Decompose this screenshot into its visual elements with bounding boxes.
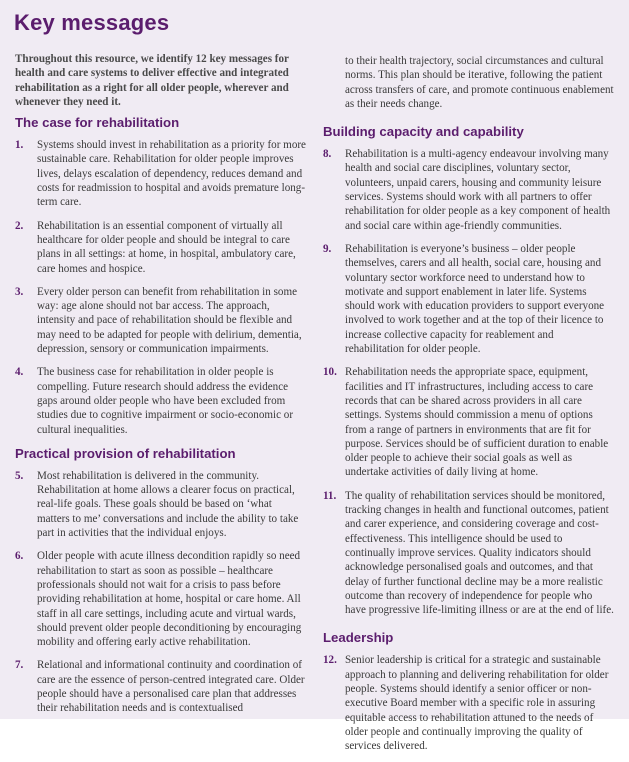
message-number: 9.: [323, 242, 332, 255]
message-text: Relational and informational continuity and coordination of care are the essence of person-centred integrated care. Older people should have a personalised care plan that addresses their rehabilitation needs and is contextualised: [37, 659, 305, 715]
message-number: 3.: [15, 285, 24, 298]
message-number: 10.: [323, 366, 337, 379]
key-message-10: [323, 365, 615, 479]
message-text: Every older person can benefit from rehabilitation in some way: age alone should not bar access. The approach, intensity and pace of rehabilitation should be flexible and may need to be adapted for people with delirium, dementia, depression, sensory or communication impairments.: [37, 285, 302, 356]
message-number: 1.: [15, 139, 24, 152]
key-message-7: [15, 658, 307, 715]
message-number: 12.: [323, 654, 337, 667]
key-message-11: [323, 489, 615, 618]
message-text: Senior leadership is critical for a strategic and sustainable approach to planning and delivering rehabilitation for older people. Systems should identify a senior officer or non-executive Board member with a specific role in assuring equitable access to rehabilitation attuned to the needs of older people and continually improving the quality of services delivered.: [345, 654, 609, 753]
message-text: Systems should invest in rehabilitation as a priority for more sustainable care. Rehabilitation for older people improves lives, delays escalation of dependency, reduces demand and costs for readmission to hospital and avoids premature long-term care.: [37, 139, 306, 209]
message-number: 8.: [323, 148, 332, 161]
message-7-continuation: to their health trajectory, social circumstances and cultural norms. This plan should be iterative, following the patient across transfers of care, and promote continuous enablement as their needs change.: [345, 55, 614, 110]
page-title: Key messages: [14, 10, 170, 35]
message-text: The quality of rehabilitation services should be monitored, tracking changes in health and functional outcomes, patient and carer experience, and considering coverage and cost-effectiveness. This intelligence should be used to continually improve services. Quality indicators should acknowledge personalised goals and outcomes, and that delay of further functional decline may be a more realistic outcome than recovery of independence for people who have progressive life-limiting illness or are at the end of life.: [345, 489, 614, 617]
key-message-4: [15, 365, 307, 436]
left-column: [15, 52, 307, 725]
key-message-8: [323, 147, 615, 233]
key-message-3: [15, 285, 307, 356]
key-message-1: [15, 138, 307, 209]
key-message-5: [15, 469, 307, 540]
message-number: 7.: [15, 659, 24, 672]
message-number: 6.: [15, 550, 24, 563]
key-message-12: [323, 653, 615, 753]
message-text: The business case for rehabilitation in older people is compelling. Future research should address the evidence gaps around older people who have been excluded from studies due to cognitive impairment or socio-economic or cultural inequalities.: [37, 366, 294, 436]
message-number: 2.: [15, 219, 24, 232]
key-message-2: [15, 219, 307, 276]
message-text: Rehabilitation is everyone’s business – older people themselves, carers and all health, social care, housing and voluntary sector workforce need to understand how to motivate and support enablement in later life. Systems should work with education providers to support everyone involved to work together and at the top of their licence to increase collective capacity for reablement and rehabilitation for older people.: [345, 242, 605, 356]
right-column: [323, 54, 615, 762]
message-text: Rehabilitation is an essential component of virtually all healthcare for older people and should be integral to care plans in all settings: at home, in hospital, ambulatory care, care homes and hospice.: [37, 219, 296, 275]
message-text: Older people with acute illness decondition rapidly so need rehabilitation to start as soon as possible – healthcare professionals should not wait for a crisis to pass before providing rehabilitation at home, hospital or care home. All staff in all care settings, including acute and virtual wards, should prevent older people deconditioning by encouraging mobility and offering early active rehabilitation.: [37, 550, 302, 649]
message-text: Most rehabilitation is delivered in the community. Rehabilitation at home allows a clearer focus on practical, real-life goals. These goals should be based on ‘what matters to me’ conversations and include the ability to take part in activities that the individual enjoys.: [37, 469, 299, 540]
message-text: Rehabilitation needs the appropriate space, equipment, facilities and IT infrastructures, including access to care records that can be shared across providers in all care settings. Systems should commission a menu of options from a range of partners in environments that are fit for purpose. Services should be of sufficient duration to enable older people to achieve their social goals as well as undertake activities of daily living at home.: [345, 366, 609, 479]
section-heading-practical: Practical provision of rehabilitation: [15, 445, 236, 461]
section-heading-case: The case for rehabilitation: [15, 115, 180, 131]
key-message-9: [323, 242, 615, 356]
key-message-6: [15, 549, 307, 649]
message-text: Rehabilitation is a multi-agency endeavour involving many health and social care disciplines, voluntary sector, volunteers, unpaid carers, housing and community leisure services. Systems should work with all partners to offer rehabilitation for older people as a key component of health and social care within age-friendly communities.: [345, 148, 611, 232]
message-number: 5.: [15, 469, 24, 482]
intro-paragraph: Throughout this resource, we identify 12 key messages for health and care systems to deliver effective and integrated rehabilitation as a right for all older people, wherever and whenever they need it.: [15, 53, 289, 108]
section-heading-leadership: Leadership: [323, 630, 394, 646]
section-heading-capacity: Building capacity and capability: [323, 124, 524, 140]
message-number: 4.: [15, 366, 24, 379]
message-number: 11.: [323, 489, 337, 502]
